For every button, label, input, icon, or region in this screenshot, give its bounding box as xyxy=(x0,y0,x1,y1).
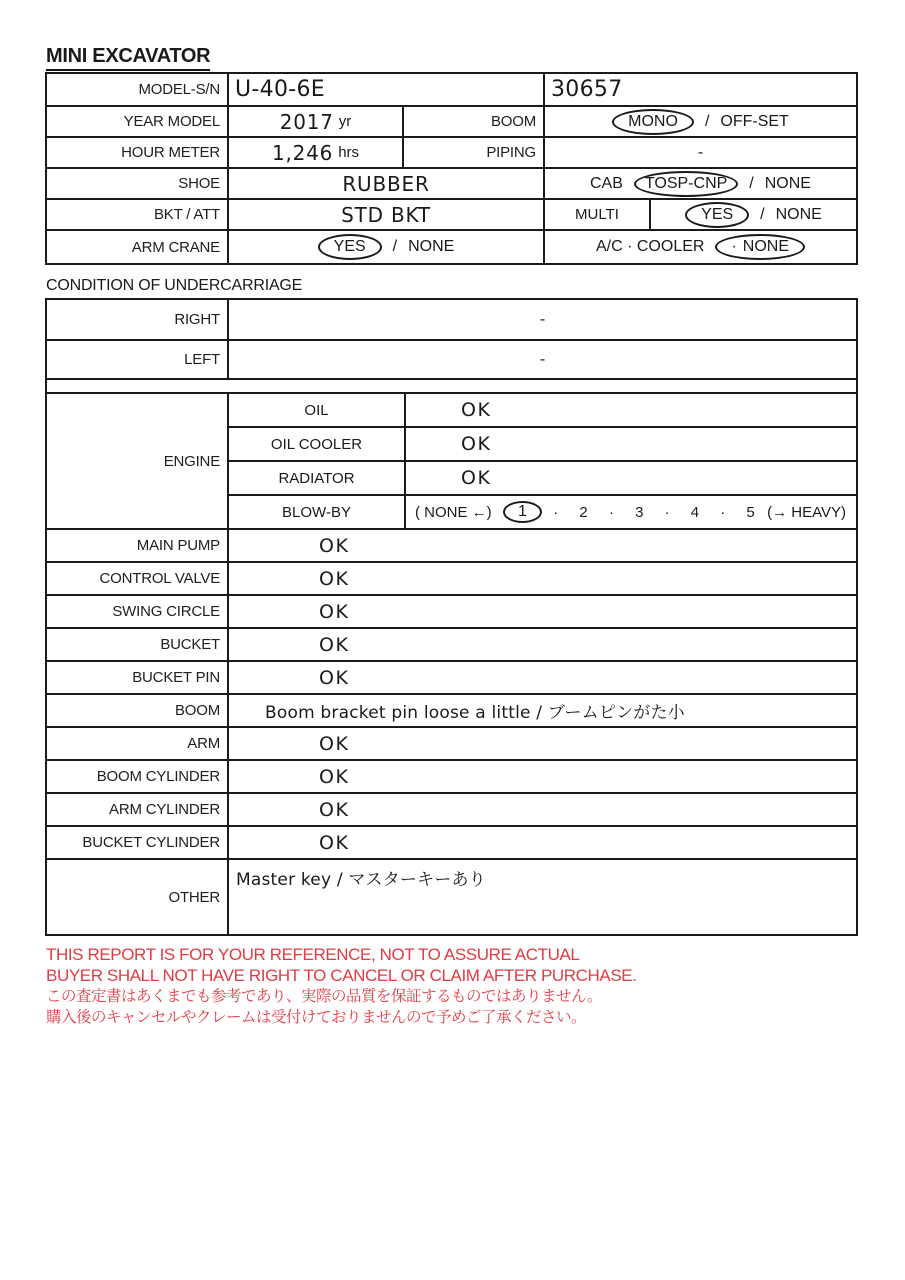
table-row xyxy=(47,594,856,627)
blow-by-none-end: ( NONE ←) xyxy=(415,503,492,521)
arm-crane-selected-circle xyxy=(318,234,382,260)
serial-number-value: 30657 xyxy=(543,74,856,105)
arm-crane-other-option: NONE xyxy=(408,238,455,255)
multi-label: MULTI xyxy=(543,200,649,229)
bkt-att-label: BKT / ATT xyxy=(154,206,220,223)
table-row xyxy=(47,726,856,759)
row-value: OK xyxy=(227,761,856,792)
model-sn-label: MODEL-S/N xyxy=(138,81,220,98)
year-boom-row xyxy=(47,105,856,136)
left-track-value: - xyxy=(227,341,856,378)
year-unit: yr xyxy=(338,113,352,130)
multi-other-option: NONE xyxy=(775,205,822,223)
row-label: CONTROL VALVE xyxy=(99,570,220,587)
boom-options xyxy=(543,107,856,136)
row-value: OK xyxy=(227,629,856,660)
spacer-row xyxy=(47,378,856,392)
boom-other-option: OFF-SET xyxy=(720,112,789,130)
piping-value: - xyxy=(543,138,856,167)
shoe-cab-row xyxy=(47,167,856,198)
slash-separator: / xyxy=(749,174,754,192)
row-label: SWING CIRCLE xyxy=(112,603,220,620)
row-value: OK xyxy=(227,563,856,594)
blow-by-scale-values: · 2 · 3 · 4 · 5 xyxy=(553,503,756,521)
year-model-value xyxy=(227,107,402,136)
condition-table xyxy=(45,298,858,936)
boom-selected-circle xyxy=(612,109,694,135)
arm-crane-label: ARM CRANE xyxy=(131,238,220,256)
table-row xyxy=(47,693,856,726)
blow-by-heavy-end: (→ HEAVY) xyxy=(767,503,846,521)
right-track-value: - xyxy=(227,300,856,339)
table-row xyxy=(47,528,856,561)
oil-cooler-value: OK xyxy=(404,428,856,460)
bkt-att-value: STD BKT xyxy=(227,200,543,229)
other-row xyxy=(47,858,856,934)
table-row xyxy=(229,494,856,528)
year-value: 2017 xyxy=(279,109,334,134)
cab-options xyxy=(543,169,856,198)
multi-selected-circle xyxy=(685,202,749,228)
row-label: BUCKET CYLINDER xyxy=(82,834,220,851)
left-track-label: LEFT xyxy=(184,351,220,368)
table-row xyxy=(229,394,856,426)
ac-cooler-options xyxy=(543,231,856,263)
table-row xyxy=(47,792,856,825)
row-value: OK xyxy=(227,596,856,627)
row-label: BUCKET PIN xyxy=(132,669,220,686)
row-label: ARM xyxy=(187,735,220,752)
header-table xyxy=(45,72,858,265)
table-row xyxy=(47,660,856,693)
row-value: OK xyxy=(227,530,856,561)
disclaimer-line: この査定書はあくまでも参考であり、実際の品質を保証するものではありません。 xyxy=(46,988,602,1005)
cab-label: CAB xyxy=(590,174,623,192)
blow-by-scale xyxy=(404,496,856,528)
bkt-multi-row xyxy=(47,198,856,229)
arm-crane-selected-value: YES xyxy=(333,238,366,255)
blow-by-selected-circle xyxy=(503,501,542,523)
oil-value: OK xyxy=(404,394,856,426)
disclaimer xyxy=(46,944,637,1028)
piping-label: PIPING xyxy=(402,138,543,167)
oil-label: OIL xyxy=(304,401,329,419)
hour-value: 1,246 xyxy=(271,140,334,165)
row-label: BOOM xyxy=(174,702,220,719)
disclaimer-line: 購入後のキャンセルやクレームは受付けておりませんので予めご了承ください。 xyxy=(46,1009,587,1026)
blow-by-label: BLOW-BY xyxy=(282,503,351,521)
armcrane-ac-row xyxy=(47,229,856,263)
row-label: MAIN PUMP xyxy=(136,537,220,554)
boom-label: BOOM xyxy=(402,107,543,136)
year-model-label: YEAR MODEL xyxy=(123,113,220,130)
engine-subtable xyxy=(227,394,856,528)
radiator-label: RADIATOR xyxy=(278,469,355,487)
model-sn-value: U-40-6E xyxy=(227,74,543,105)
slash-separator: / xyxy=(392,238,398,255)
row-value: Boom bracket pin loose a little / ブームピンがた小 xyxy=(227,695,856,726)
table-row xyxy=(47,300,856,339)
row-value: OK xyxy=(227,662,856,693)
table-row xyxy=(47,561,856,594)
hour-meter-label: HOUR METER xyxy=(121,144,220,161)
hour-piping-row xyxy=(47,136,856,167)
table-row xyxy=(47,339,856,378)
ac-selected-circle xyxy=(715,234,805,260)
engine-block xyxy=(47,392,856,528)
row-label: BOOM CYLINDER xyxy=(96,768,220,785)
row-label: ARM CYLINDER xyxy=(109,801,220,818)
table-row xyxy=(47,825,856,858)
multi-selected-value: YES xyxy=(701,205,734,223)
page-title: MINI EXCAVATOR xyxy=(46,45,210,71)
disclaimer-line: THIS REPORT IS FOR YOUR REFERENCE, NOT TO ASSURE ACTUAL xyxy=(46,945,580,964)
model-row xyxy=(47,74,856,105)
engine-label: ENGINE xyxy=(163,452,220,470)
multi-options xyxy=(649,200,856,229)
blow-by-selected-value: 1 xyxy=(518,503,527,520)
other-value: Master key / マスターキーあり xyxy=(227,860,856,934)
slash-separator: / xyxy=(704,112,710,130)
boom-selected-value: MONO xyxy=(628,112,678,130)
shoe-label: SHOE xyxy=(178,175,220,192)
ac-selected-value: NONE xyxy=(742,238,790,255)
section-title-undercarriage: CONDITION OF UNDERCARRIAGE xyxy=(46,277,303,294)
row-value: OK xyxy=(227,827,856,858)
table-row xyxy=(47,627,856,660)
row-value: OK xyxy=(227,794,856,825)
radiator-value: OK xyxy=(404,462,856,494)
cab-other-option: NONE xyxy=(764,174,811,192)
other-label: OTHER xyxy=(168,888,220,906)
hour-meter-value xyxy=(227,138,402,167)
hour-unit: hrs xyxy=(338,144,360,161)
shoe-value: RUBBER xyxy=(227,169,543,198)
cab-selected-value: TOSP-CNP xyxy=(644,174,728,192)
arm-crane-options xyxy=(227,231,543,263)
ac-cooler-label: A/C · COOLER xyxy=(595,238,705,255)
spacer-cell xyxy=(47,380,856,392)
oil-cooler-label: OIL COOLER xyxy=(270,435,363,453)
slash-separator: / xyxy=(760,205,765,223)
table-row xyxy=(229,460,856,494)
dot-separator: · xyxy=(731,238,737,255)
right-track-label: RIGHT xyxy=(174,311,220,328)
table-row xyxy=(229,426,856,460)
disclaimer-line: BUYER SHALL NOT HAVE RIGHT TO CANCEL OR CLAIM AFTER PURCHASE. xyxy=(46,966,637,985)
row-label: BUCKET xyxy=(160,636,220,653)
table-row xyxy=(47,759,856,792)
row-value: OK xyxy=(227,728,856,759)
cab-selected-circle xyxy=(634,171,738,197)
